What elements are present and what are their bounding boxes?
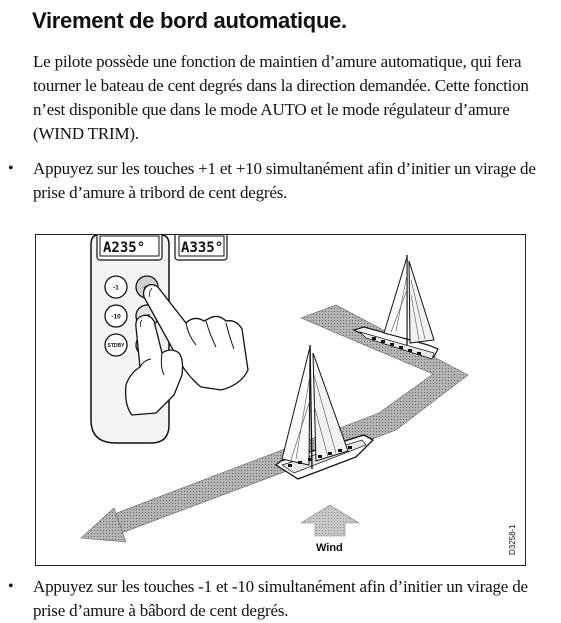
wind-label: Wind	[316, 542, 343, 554]
bullet-text: Appuyez sur les touches +1 et +10 simultanément afin d’initier un virage de prise d’amure à tribord de cent degrés.	[33, 159, 536, 202]
bullet-text: Appuyez sur les touches -1 et -10 simultanément afin d’initier un virage de prise d’amure à bâbord de cent degrés.	[33, 577, 528, 620]
display-heading-before: A235°	[103, 240, 146, 256]
page-title: Virement de bord automatique.	[32, 8, 347, 33]
display-heading-after: A335°	[181, 240, 224, 256]
key-label: -10	[111, 313, 121, 321]
bullet-marker: •	[8, 160, 14, 177]
key-minus-10[interactable]	[105, 305, 127, 327]
key-minus-1[interactable]	[105, 276, 127, 298]
key-label: STDBY	[107, 343, 125, 349]
intro-paragraph: Le pilote possède une fonction de maintien d’amure automatique, qui fera tourner le bateau de cent degrés dans la direction demandée. Cette fonction n’est disponible que dans le mode AUTO et le mode régulateur d’amure (WIND TRIM).	[33, 52, 529, 143]
key-standby[interactable]	[105, 334, 127, 356]
sailboat-icon	[276, 345, 373, 479]
figure-ref-code: D3258-1	[508, 524, 517, 555]
wind-arrow-icon	[301, 505, 359, 536]
key-label: -1	[113, 284, 119, 292]
bullet-marker: •	[8, 578, 14, 595]
tack-illustration	[35, 234, 526, 566]
